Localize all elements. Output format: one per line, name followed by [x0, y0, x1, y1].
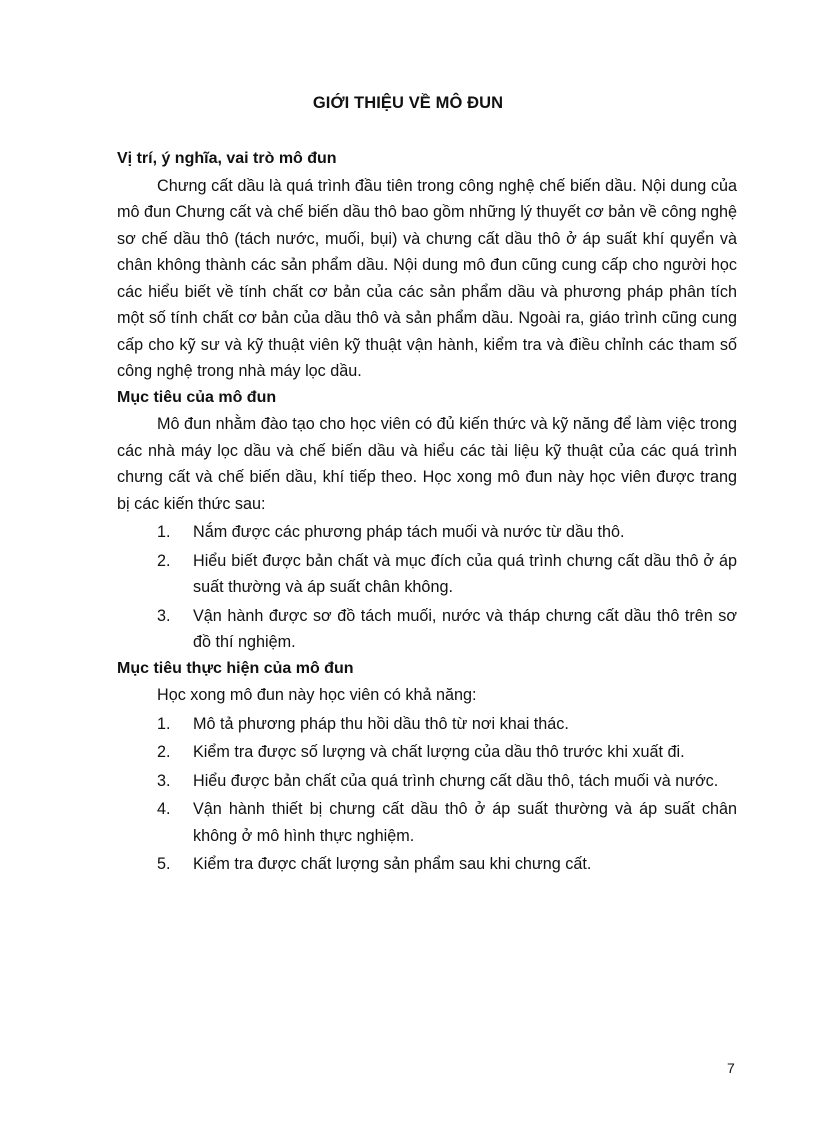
list-item [117, 768, 737, 795]
list-item-number: 2. [157, 551, 171, 570]
list-item-number: 4. [157, 800, 171, 818]
list-item-number: 2. [157, 743, 171, 761]
list-item [117, 851, 737, 878]
list-item [117, 603, 737, 656]
section-heading-position: Vị trí, ý nghĩa, vai trò mô đun [117, 150, 337, 167]
page-number: 7 [727, 1060, 735, 1076]
list-item-number: 1. [157, 523, 171, 541]
page-title: GIỚI THIỆU VỀ MÔ ĐUN [312, 94, 504, 112]
list-item [117, 711, 737, 738]
list-item [117, 548, 737, 601]
list-item-text: Vận hành thiết bị chưng cất dầu thô ở áp suất thường và áp suất chân không ở mô hình thực nghiệm. [193, 800, 737, 845]
list-item-text: Vận hành được sơ đồ tách muối, nước và tháp chưng cất dầu thô trên sơ đồ thí nghiệm. [193, 606, 737, 651]
section-intro-performance: Học xong mô đun này học viên có khả năng: [157, 686, 477, 704]
section-paragraph-objectives: Mô đun nhằm đào tạo cho học viên có đủ kiến thức và kỹ năng để làm việc trong các nhà máy lọc dầu và chế biến dầu và hiểu các tài liệu kỹ thuật của các quá trình chưng cất và chế biến dầu, khí tiếp theo. Học xong mô đun này học viên được trang bị các kiến thức sau: [117, 415, 737, 513]
section-paragraph-position: Chưng cất dầu là quá trình đầu tiên trong công nghệ chế biến dầu. Nội dung của mô đun Chưng cất và chế biến dầu thô bao gồm những lý thuyết cơ bản về công nghệ sơ chế dầu thô (tách nước, muối, bụi) và chưng cất dầu thô ở áp suất khí quyển và chân không thành các sản phẩm dầu. Nội dung mô đun cũng cung cấp cho người học các hiểu biết về tính chất cơ bản của các sản phẩm dầu và phương pháp phân tích một số tính chất cơ bản của dầu thô và sản phẩm dầu. Ngoài ra, giáo trình cũng cung cấp cho kỹ sư và kỹ thuật viên kỹ thuật vận hành, kiểm tra và điều chỉnh các tham số công nghệ trong nhà máy lọc dầu. [117, 176, 737, 380]
list-item-number: 1. [157, 714, 171, 733]
list-item-text: Hiểu được bản chất của quá trình chưng cất dầu thô, tách muối và nước. [193, 771, 719, 790]
list-item-number: 3. [157, 606, 171, 625]
document-body [117, 146, 737, 878]
list-item [117, 739, 737, 766]
list-item-text: Hiểu biết được bản chất và mục đích của quá trình chưng cất dầu thô ở áp suất thường và áp suất chân không. [193, 551, 737, 596]
list-item-text: Nắm được các phương pháp tách muối và nước từ dầu thô. [193, 523, 625, 541]
section-heading-objectives: Mục tiêu của mô đun [117, 388, 277, 406]
section-heading-performance: Mục tiêu thực hiện của mô đun [117, 659, 354, 677]
list-item [117, 796, 737, 849]
list-item-text: Kiểm tra được chất lượng sản phẩm sau khi chưng cất. [193, 855, 592, 873]
list-item-number: 3. [157, 771, 171, 790]
list-item-number: 5. [157, 855, 171, 873]
list-item-text: Kiểm tra được số lượng và chất lượng của dầu thô trước khi xuất đi. [193, 743, 685, 761]
list-item [117, 519, 737, 546]
list-item-text: Mô tả phương pháp thu hồi dầu thô từ nơi khai thác. [193, 714, 569, 733]
